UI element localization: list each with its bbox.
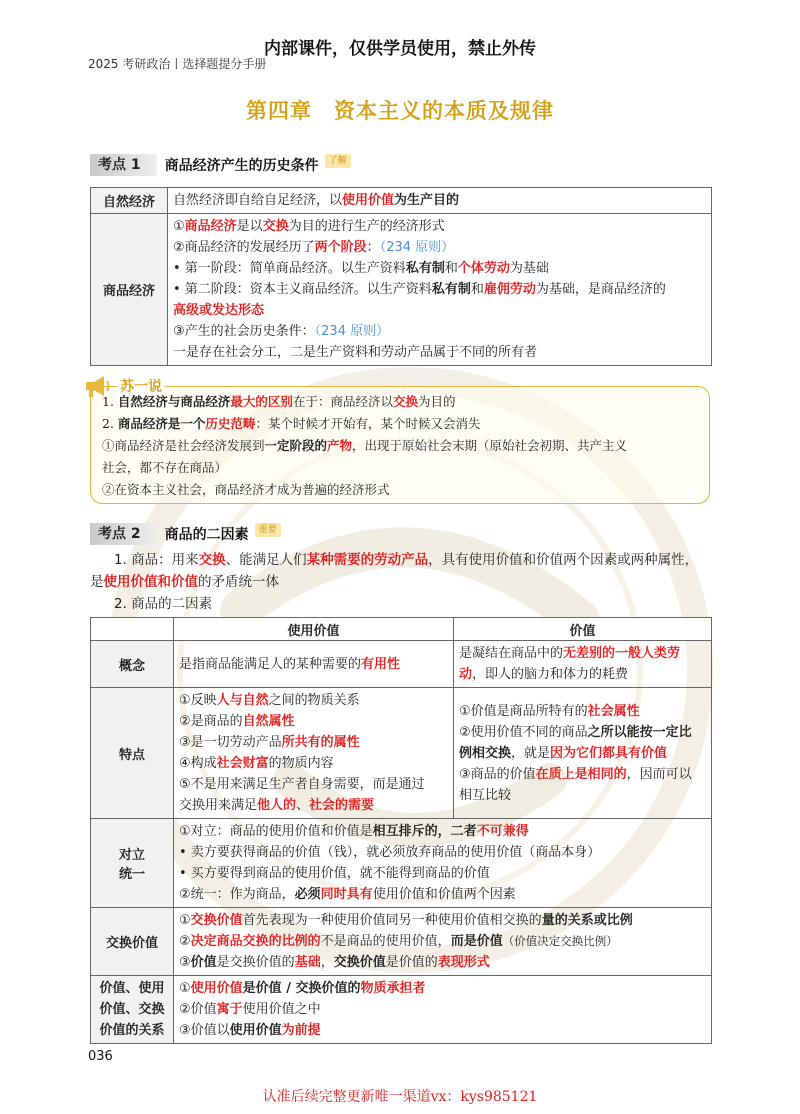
table-row	[91, 188, 712, 214]
table-cell: 是指商品能满足人的某种需要的有用性	[174, 641, 454, 688]
kd1-table	[90, 187, 712, 366]
row-head: 对立 统一	[91, 819, 174, 908]
row-head: 价值、使用 价值、交换 价值的关系	[91, 976, 174, 1044]
internal-notice: 内部课件，仅供学员使用，禁止外传	[264, 39, 536, 59]
table-row	[91, 688, 712, 819]
row-head: 交换价值	[91, 908, 174, 976]
kd2-table	[90, 617, 712, 1044]
table-cell: ①商品经济是以交换为目的进行生产的经济形式 ②商品经济的发展经历了两个阶段：（234 原则） • 第一阶段：简单商品经济。以生产资料私有制和个体劳动为基础 • 第二阶段：资本主义商品经济。以生产资料私有制和雇佣劳动为基础，是商品经济的 高级或发达形态 ③产生的社会历史条件：（234 原则） 一是存在社会分工，二是生产资料和劳动产品属于不同的所有者	[168, 214, 712, 366]
row-head: 商品经济	[91, 214, 168, 366]
footer-notice: 认准后续完整更新唯一渠道vx：kys985121	[262, 1089, 538, 1105]
table-row	[91, 214, 712, 366]
table-cell: ①使用价值是价值 / 交换价值的物质承担者 ②价值寓于使用价值之中 ③价值以使用价值为前提	[174, 976, 712, 1044]
note-line: ①商品经济是社会经济发展到一定阶段的产物，出现于原始社会末期（原始社会初期、共产主义	[102, 438, 628, 453]
kd1-tag: 考点 1	[90, 154, 157, 176]
table-cell: ①反映人与自然之间的物质关系 ②是商品的自然属性 ③是一切劳动产品所共有的属性 ④构成社会财富的物质内容 ⑤不是用来满足生产者自身需要，而是通过 交换用来满足他人的、社会的需要	[174, 688, 454, 819]
paragraph-line: 1. 商品：用来交换、能满足人们某种需要的劳动产品，具有使用价值和价值两个因素或两种属性，	[114, 552, 699, 568]
paragraph-line: 2. 商品的二因素	[114, 596, 213, 612]
kd1-title: 商品经济产生的历史条件	[164, 158, 319, 174]
row-head: 自然经济	[91, 188, 168, 214]
note-line: 社会，都不存在商品）	[102, 460, 228, 475]
note-title: 苏一说	[117, 376, 165, 396]
book-title: 2025 考研政治丨选择题提分手册	[88, 57, 267, 71]
table-row	[91, 908, 712, 976]
col-header-value: 价值	[454, 618, 712, 641]
row-head: 特点	[91, 688, 174, 819]
kd2-tag: 考点 2	[90, 523, 157, 545]
kd1-badge: 了解	[325, 154, 351, 168]
table-row	[91, 641, 712, 688]
note-line: ②在资本主义社会，商品经济才成为普遍的经济形式	[102, 482, 390, 497]
table-cell: 是凝结在商品中的无差别的一般人类劳 动，即人的脑力和体力的耗费	[454, 641, 712, 688]
page-number: 036	[88, 1049, 113, 1064]
table-cell: ①价值是商品所特有的社会属性 ②使用价值不同的商品之所以能按一定比 例相交换，就是因为它们都具有价值 ③商品的价值在质上是相同的，因而可以 相互比较	[454, 688, 712, 819]
table-row	[91, 819, 712, 908]
row-head: 概念	[91, 641, 174, 688]
table-header-row	[91, 618, 712, 641]
kd2-header	[90, 523, 281, 545]
table-cell: ①对立：商品的使用价值和价值是相互排斥的，二者不可兼得 • 卖方要获得商品的价值（钱），就必须放弃商品的使用价值（商品本身） • 买方要得到商品的使用价值，就不能得到商品的价值 ②统一：作为商品，必须同时具有使用价值和价值两个因素	[174, 819, 712, 908]
col-header-use: 使用价值	[174, 618, 454, 641]
kd2-badge: 重要	[255, 523, 281, 537]
paragraph-line: 是使用价值和价值的矛盾统一体	[90, 574, 279, 590]
note-line: 2. 商品经济是一个历史范畴：某个时候才开始有，某个时候又会消失	[102, 416, 481, 431]
kd2-title: 商品的二因素	[164, 527, 249, 543]
chapter-title: 第四章 资本主义的本质及规律	[246, 99, 554, 123]
table-cell: 自然经济即自给自足经济，以使用价值为生产目的	[168, 188, 712, 214]
table-row	[91, 976, 712, 1044]
note-line: 1. 自然经济与商品经济最大的区别在于：商品经济以交换为目的	[102, 394, 456, 409]
kd1-header	[90, 154, 351, 176]
table-cell: ①交换价值首先表现为一种使用价值同另一种使用价值相交换的量的关系或比例 ②决定商品交换的比例的不是商品的使用价值，而是价值（价值决定交换比例） ③价值是交换价值的基础，交换价值是价值的表现形式	[174, 908, 712, 976]
